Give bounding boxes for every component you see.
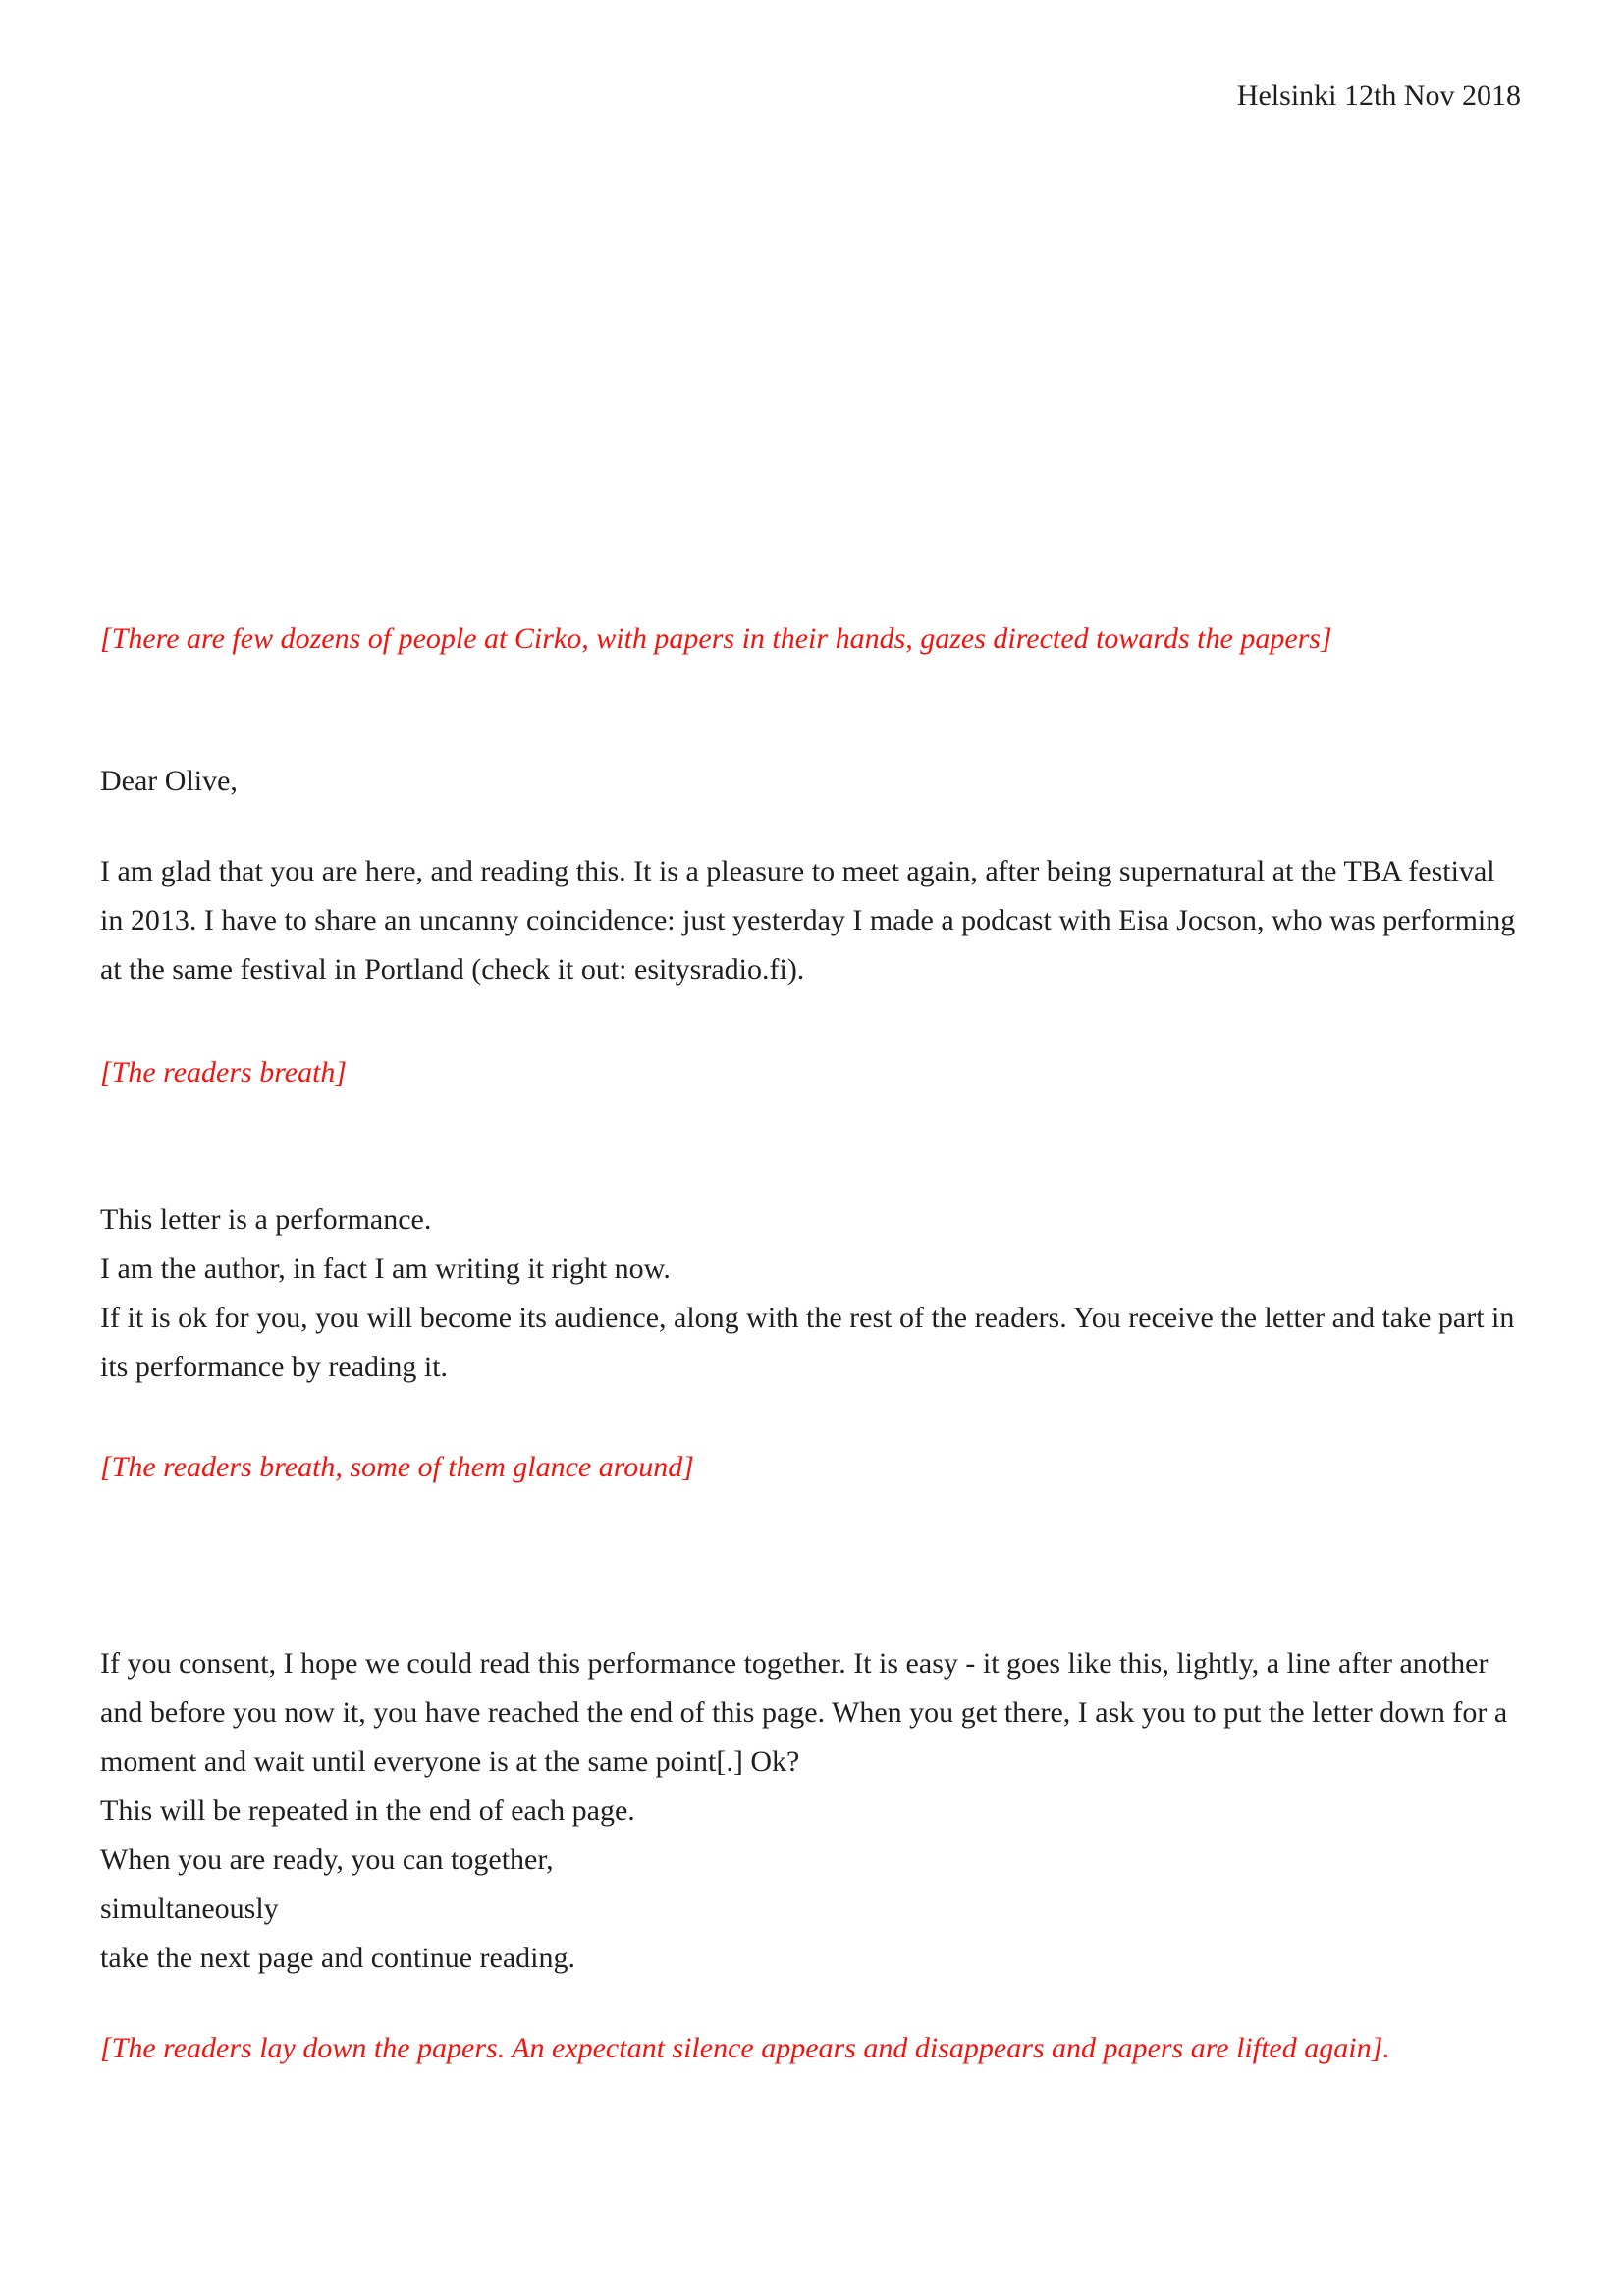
- paragraph-intro: I am glad that you are here, and reading this. It is a pleasure to meet again, after being supernatural at the TBA festival in 2013. I have to share an uncanny coincidence: just yesterday I made a podcast with Eisa Jocson, who was performing at the same festival in Portland (check it out: esitysradio.fi).: [100, 855, 1516, 986]
- consent-line-3: When you are ready, you can together,: [100, 1843, 554, 1876]
- performance-line-3: If it is ok for you, you will become its audience, along with the rest of the readers. You receive the letter and take part in its performance by reading it.: [100, 1302, 1515, 1383]
- consent-line-5: take the next page and continue reading.: [100, 1942, 575, 1974]
- stage-direction-breath: [The readers breath]: [100, 1056, 348, 1089]
- paragraph-performance: [100, 1196, 1521, 1392]
- performance-line-2: I am the author, in fact I am writing it right now.: [100, 1253, 671, 1285]
- stage-direction-opening: [There are few dozens of people at Cirko, with papers in their hands, gazes directed towards the papers]: [100, 622, 1332, 655]
- dateline: Helsinki 12th Nov 2018: [1236, 80, 1521, 112]
- stage-direction-closing: [The readers lay down the papers. An expectant silence appears and disappears and papers are lifted again].: [100, 2032, 1390, 2064]
- paragraph-consent: [100, 1639, 1521, 1983]
- stage-direction-breath-glance: [The readers breath, some of them glance around]: [100, 1451, 694, 1483]
- consent-line-2: This will be repeated in the end of each page.: [100, 1794, 635, 1827]
- consent-line-4: simultaneously: [100, 1893, 279, 1925]
- salutation: Dear Olive,: [100, 765, 238, 797]
- consent-line-1: If you consent, I hope we could read this performance together. It is easy - it goes like this, lightly, a line after another and before you now it, you have reached the end of this page. When you get there, I ask you to put the letter down for a moment and wait until everyone is at the same point[.] Ok?: [100, 1647, 1508, 1778]
- performance-line-1: This letter is a performance.: [100, 1203, 432, 1236]
